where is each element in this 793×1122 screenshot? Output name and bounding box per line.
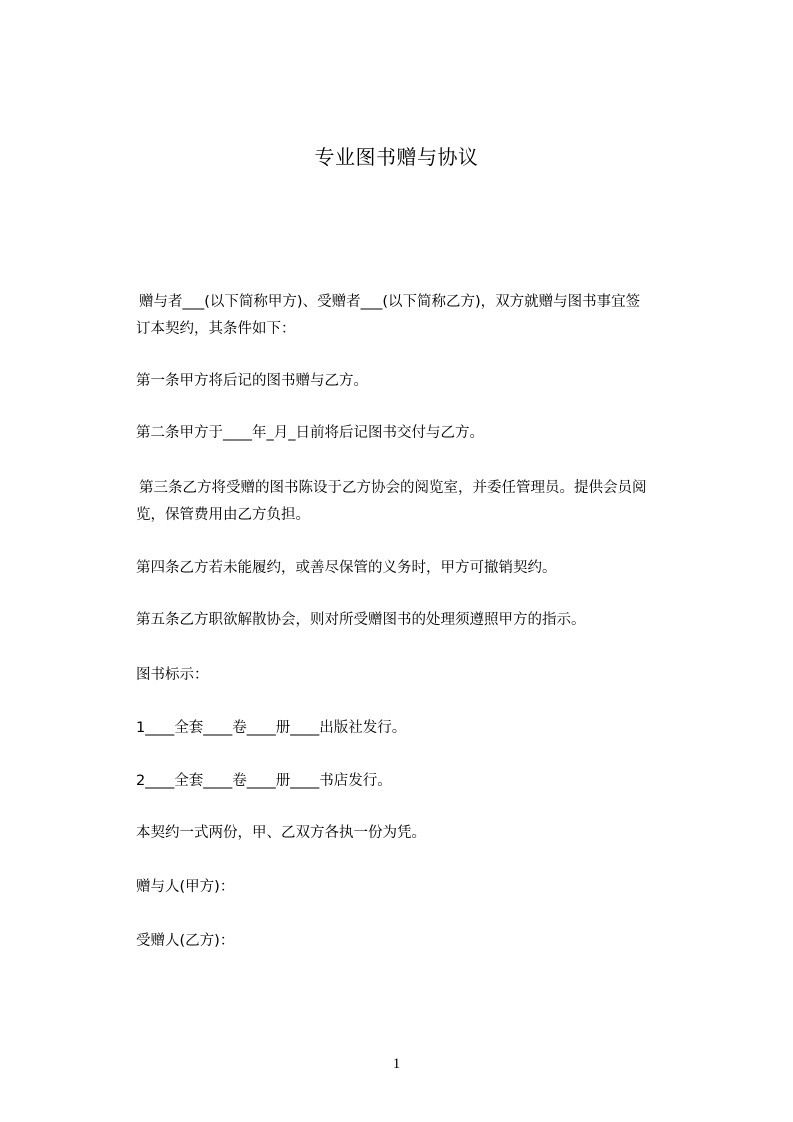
article-3-line-2: 览，保管费用由乙方负担。 [136, 507, 310, 523]
book-item-2: 2____全套____卷____册____书店发行。 [136, 773, 392, 789]
recipient-signature-line: 受赠人(乙方)： [136, 933, 235, 949]
book-item-1: 1____全套____卷____册____出版社发行。 [136, 720, 407, 736]
article-4: 第四条乙方若未能履约，或善尽保管的义务时，甲方可撤销契约。 [136, 560, 557, 576]
book-list-label: 图书标示： [136, 667, 209, 683]
article-3-line-1: 第三条乙方将受赠的图书陈设于乙方协会的阅览室，并委任管理员。提供会员阅 [139, 480, 647, 496]
intro-paragraph-line-1: 赠与者___(以下简称甲方)、受赠者___(以下简称乙方)，双方就赠与图书事宜签 [139, 294, 641, 310]
page-number: 1 [392, 1056, 401, 1072]
intro-paragraph-line-2: 订本契约，其条件如下： [136, 321, 296, 337]
article-1: 第一条甲方将后记的图书赠与乙方。 [136, 373, 368, 389]
page-title: 专业图书赠与协议 [314, 145, 479, 169]
donor-signature-line: 赠与人(甲方)： [136, 879, 235, 895]
article-2: 第二条甲方于____年_月_日前将后记图书交付与乙方。 [136, 425, 484, 441]
copies-clause: 本契约一式两份，甲、乙双方各执一份为凭。 [136, 825, 426, 841]
article-5: 第五条乙方职欲解散协会，则对所受赠图书的处理须遵照甲方的指示。 [136, 612, 586, 628]
